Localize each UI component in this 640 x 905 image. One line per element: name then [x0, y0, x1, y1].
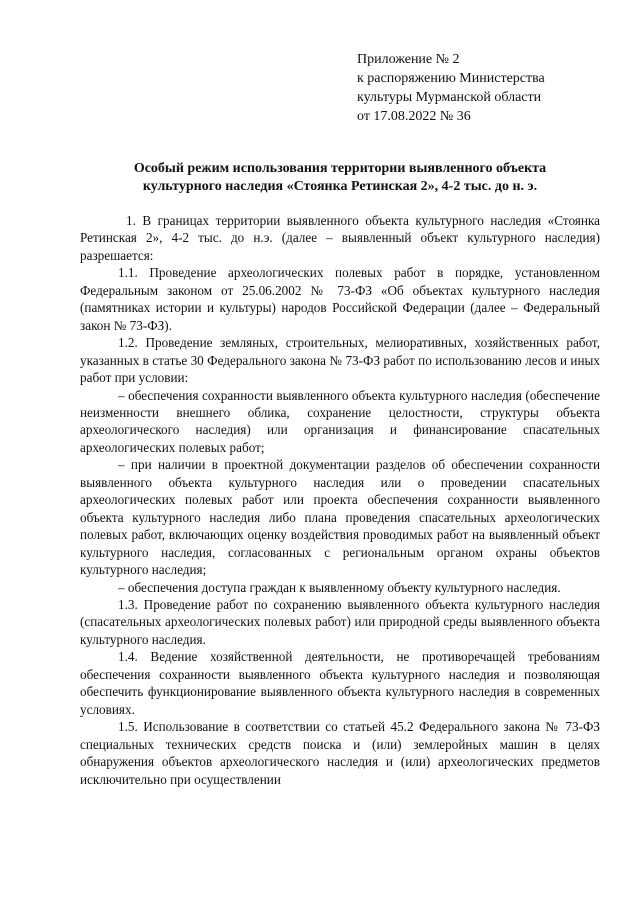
appendix-line: Приложение № 2	[357, 52, 460, 67]
appendix-line: от 17.08.2022 № 36	[357, 109, 471, 124]
document-body	[80, 212, 600, 788]
appendix-line: к распоряжению Министерства	[357, 71, 545, 86]
title-line: культурного наследия «Стоянка Ретинская 2», 4-2 тыс. до н. э.	[142, 179, 538, 194]
paragraph-1-1: 1.1. Проведение археологических полевых работ в порядке, установленном Федеральным законом от 25.06.2002 № 73-ФЗ «Об объектах культурного наследия (памятниках истории и культуры) народов Российской Федерации (далее – Федеральный закон № 73-ФЗ).	[80, 265, 600, 333]
bullet-item: – обеспечения сохранности выявленного объекта культурного наследия (обеспечение неизменности внешнего облика, сохранение целостности, структуры объекта археологического наследия) или организация и финансирование спасательных археологических полевых работ;	[80, 387, 600, 455]
bullet-item: – обеспечения доступа граждан к выявленному объекту культурного наследия.	[118, 579, 561, 595]
title-line: Особый режим использования территории выявленного объекта	[133, 161, 547, 176]
appendix-line: культуры Мурманской области	[357, 90, 542, 105]
appendix-header	[357, 50, 617, 126]
paragraph-1: 1. В границах территории выявленного объекта культурного наследия «Стоянка Ретинская 2», 4-2 тыс. до н.э. (далее – выявленный объект культурного наследия) разрешается:	[80, 213, 600, 263]
paragraph-1-3: 1.3. Проведение работ по сохранению выявленного объекта культурного наследия (спасательных археологических полевых работ) или природной среды выявленного объекта культурного наследия.	[80, 596, 600, 647]
bullet-item: – при наличии в проектной документации разделов об обеспечении сохранности выявленного объекта культурного наследия или о проведении спасательных археологических полевых работ или проекта обеспечения сохранности выявленного объекта культурного наследия либо плана проведения спасательных археологических полевых работ, включающих оценку воздействия проводимых работ на выявленный объект культурного наследия, согласованных с региональным органом охраны объектов культурного наследия;	[80, 457, 600, 578]
paragraph-1-2: 1.2. Проведение земляных, строительных, мелиоративных, хозяйственных работ, указанных в статье 30 Федерального закона № 73-ФЗ работ по использованию лесов и иных работ при условии:	[80, 335, 600, 386]
document-title	[80, 160, 600, 196]
paragraph-1-5: 1.5. Использование в соответствии со статьей 45.2 Федерального закона № 73-ФЗ специальных технических средств поиска и (или) землеройных машин в целях обнаружения объектов археологического наследия и (или) археологических предметов исключительно при осуществлении	[80, 719, 600, 787]
paragraph-1-4: 1.4. Ведение хозяйственной деятельности, не противоречащей требованиям обеспечения сохранности выявленного объекта культурного наследия и позволяющая обеспечить функционирование выявленного объекта культурного наследия в современных условиях.	[80, 649, 600, 717]
